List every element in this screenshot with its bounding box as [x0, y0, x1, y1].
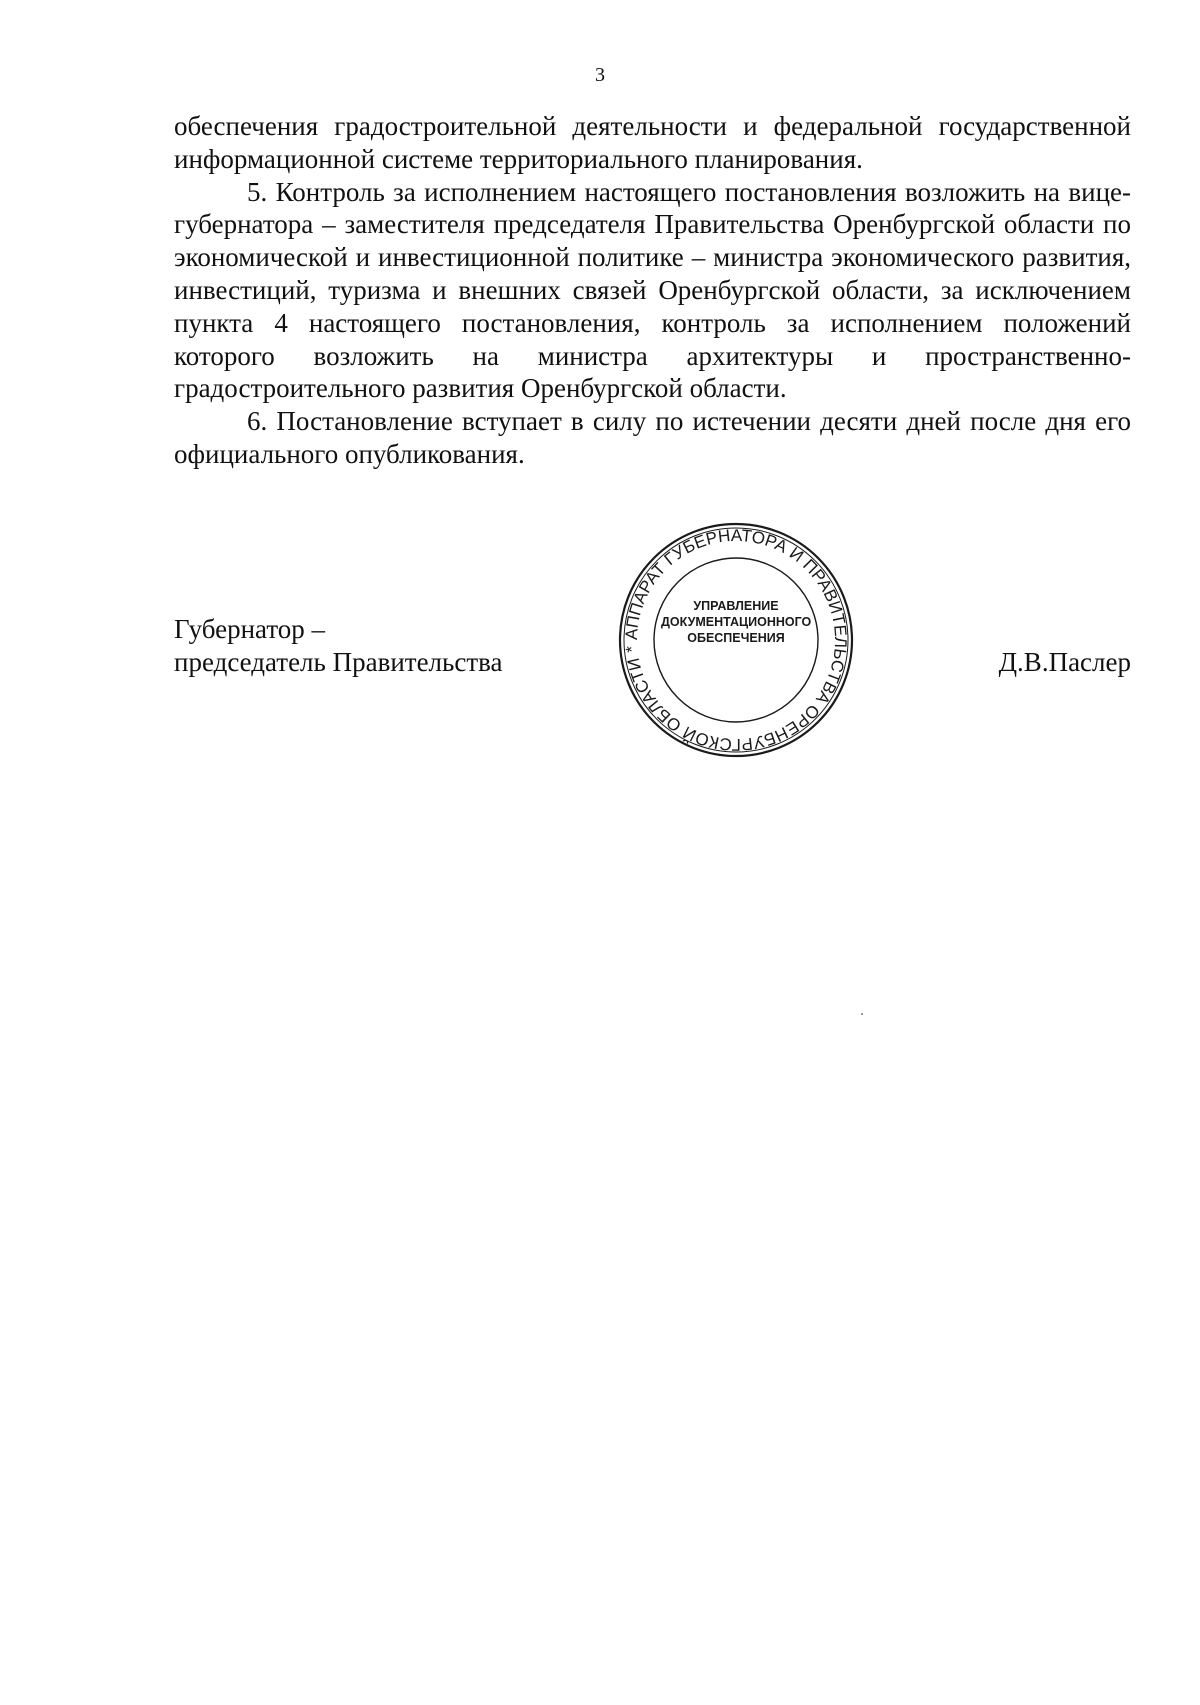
- signatory-name: Д.В.Паслер: [998, 647, 1131, 677]
- signatory-title: [174, 613, 503, 679]
- stamp-ring-text: АППАРАТ ГУБЕРНАТОРА И ПРАВИТЕЛЬСТВА ОРЕНБУРГСКОЙ ОБЛАСТИ *: [621, 525, 851, 755]
- stamp-center-line2: ДОКУМЕНТАЦИОННОГО: [661, 615, 812, 629]
- scan-speck: [861, 1013, 863, 1015]
- signatory-title-line1: Губернатор –: [174, 614, 326, 644]
- official-stamp: [617, 521, 855, 759]
- document-body: [174, 110, 1131, 471]
- paragraph-continuation: обеспечения градостроительной деятельности и федеральной государственной информационной системе территориального планирования.: [174, 111, 1131, 174]
- page-number: 3: [595, 64, 605, 86]
- stamp-center-text: [661, 598, 811, 646]
- stamp-center-line3: ОБЕСПЕЧЕНИЯ: [687, 631, 785, 645]
- paragraph-6-effect: 6. Постановление вступает в силу по истечении десяти дней после дня его официального опубликования.: [174, 406, 1131, 469]
- paragraph-5-control: 5. Контроль за исполнением настоящего постановления возложить на вице-губернатора – заместителя председателя Правительства Оренбургской области по экономической и инвестиционной политике – министра экономического развития, инвестиций, туризма и внешних связей Оренбургской области, за исключением пункта 4 настоящего постановления, контроль за исполнением положений которого возложить на министра архитектуры и пространственно-градостроительного развития Оренбургской области.: [174, 176, 1131, 404]
- stamp-center-line1: УПРАВЛЕНИЕ: [693, 599, 779, 613]
- signatory-title-line2: председатель Правительства: [174, 646, 503, 677]
